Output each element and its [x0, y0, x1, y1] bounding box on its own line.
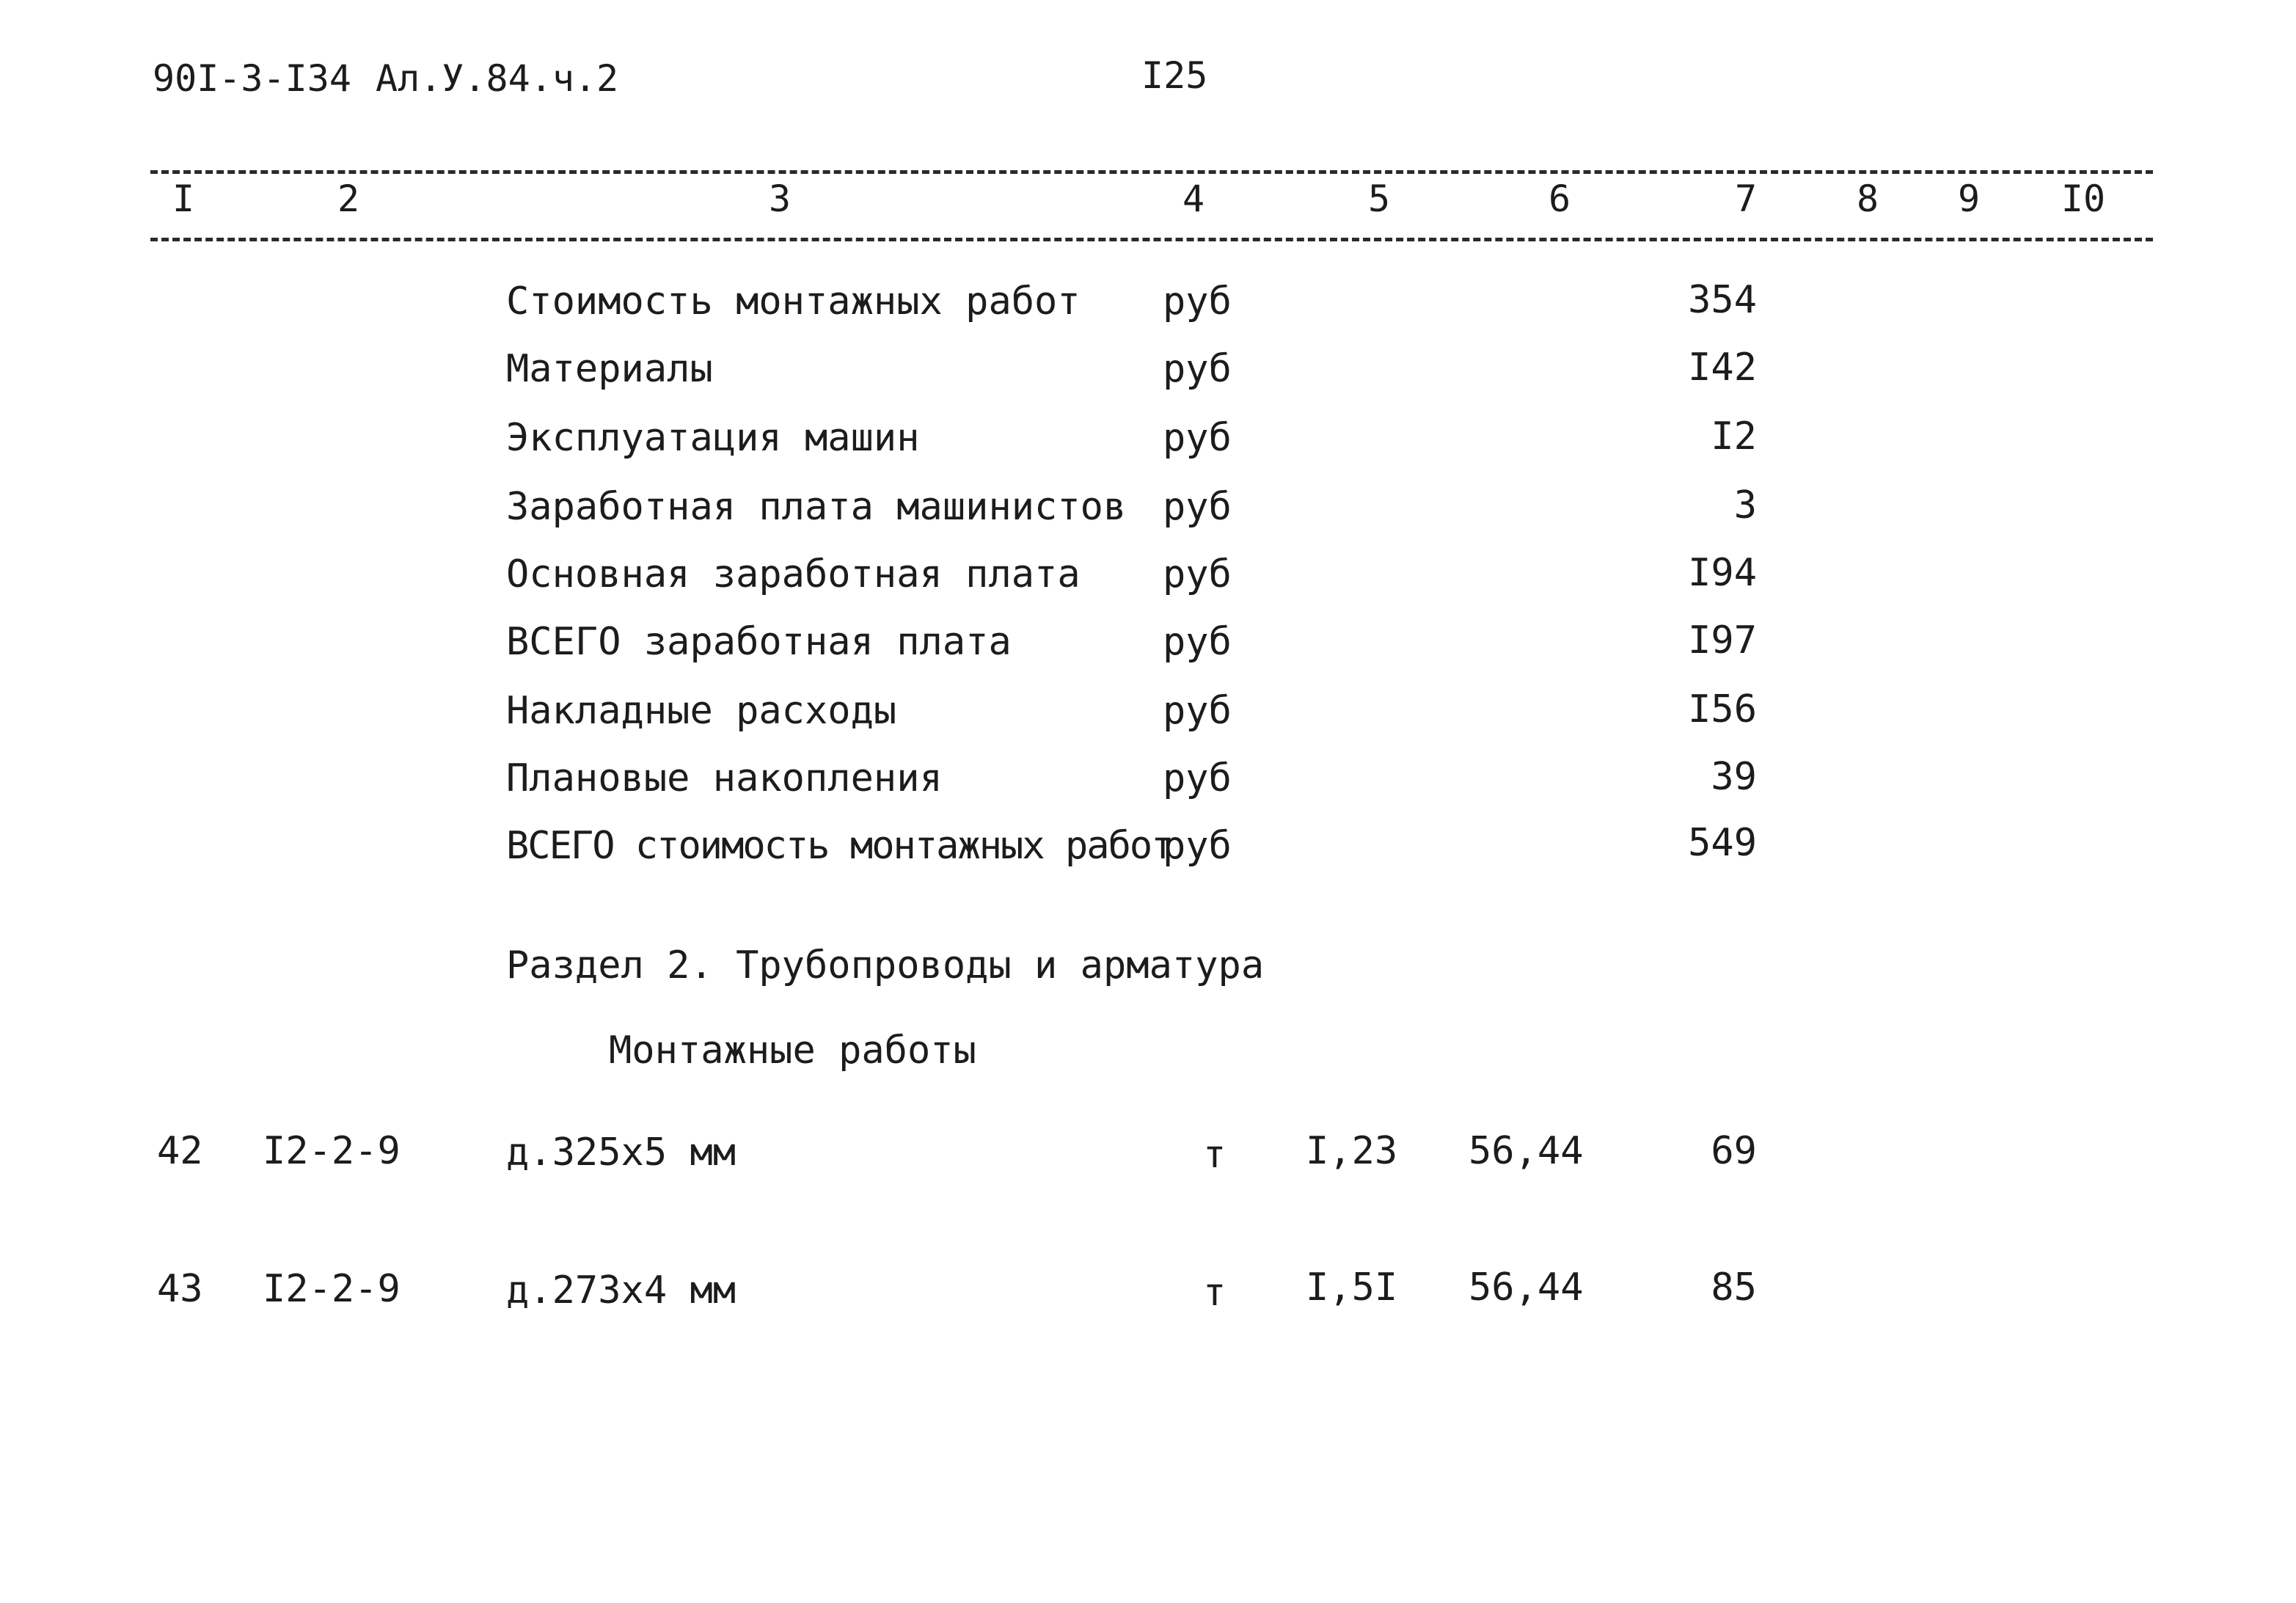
summary-row-unit: руб — [1163, 280, 1232, 324]
item-total: 85 — [1711, 1266, 1757, 1310]
column-header: 6 — [1548, 178, 1571, 220]
summary-row-unit: руб — [1163, 485, 1232, 529]
summary-row-unit: руб — [1163, 416, 1232, 460]
summary-row-value: I94 — [1688, 551, 1757, 595]
summary-row-name: Эксплуатация машин — [506, 416, 920, 460]
summary-row-value: 3 — [1733, 483, 1757, 527]
summary-row-unit: руб — [1163, 347, 1232, 391]
item-unit-price: 56,44 — [1469, 1129, 1584, 1173]
item-number: 43 — [157, 1267, 203, 1311]
column-header: 7 — [1734, 178, 1758, 220]
item-unit: т — [1203, 1133, 1226, 1177]
item-code: I2-2-9 — [263, 1129, 401, 1173]
item-unit-price: 56,44 — [1469, 1266, 1584, 1310]
summary-row-value: I42 — [1688, 346, 1757, 390]
item-quantity: I,5I — [1306, 1266, 1398, 1310]
page-number: I25 — [1141, 54, 1208, 97]
column-header: 3 — [768, 178, 791, 220]
header-bottom-dashed-rule — [150, 238, 2153, 241]
summary-row-value: 549 — [1688, 821, 1757, 865]
summary-row-value: 354 — [1688, 278, 1757, 322]
summary-row-value: I97 — [1688, 618, 1757, 662]
summary-row-value: I56 — [1688, 687, 1757, 731]
document-code: 90I-3-I34 — [153, 57, 351, 100]
column-header: 4 — [1182, 178, 1205, 220]
item-name: д.273х4 мм — [506, 1268, 736, 1312]
summary-row-unit: руб — [1163, 620, 1232, 664]
item-unit: т — [1203, 1271, 1226, 1315]
summary-row-name: Заработная плата машинистов — [506, 485, 1127, 529]
item-name: д.325х5 мм — [506, 1131, 736, 1175]
summary-row-unit: руб — [1163, 552, 1232, 596]
summary-row-name: Плановые накопления — [506, 756, 943, 800]
item-code: I2-2-9 — [263, 1267, 401, 1311]
summary-row-unit: руб — [1163, 824, 1232, 868]
item-number: 42 — [157, 1129, 203, 1173]
summary-row-name: ВСЕГО заработная плата — [506, 620, 1012, 664]
section-subtitle: Монтажные работы — [609, 1029, 976, 1073]
summary-row-name: Материалы — [506, 347, 713, 391]
album-reference: Ал.У.84.ч.2 — [376, 57, 619, 100]
column-header: I0 — [2061, 178, 2106, 220]
summary-row-unit: руб — [1163, 756, 1232, 800]
summary-row-name: Основная заработная плата — [506, 552, 1081, 596]
column-header: 5 — [1367, 178, 1391, 220]
top-dashed-rule — [150, 170, 2153, 174]
summary-row-name: ВСЕГО стоимость монтажных работ — [506, 824, 1173, 868]
column-header: I — [172, 178, 195, 220]
summary-row-name: Накладные расходы — [506, 689, 897, 733]
column-header: 8 — [1856, 178, 1879, 220]
summary-row-value: I2 — [1711, 415, 1757, 459]
summary-row-unit: руб — [1163, 689, 1232, 733]
item-total: 69 — [1711, 1129, 1757, 1173]
summary-row-name: Стоимость монтажных работ — [506, 280, 1081, 324]
column-header: 9 — [1957, 178, 1981, 220]
item-quantity: I,23 — [1306, 1129, 1398, 1173]
column-header: 2 — [337, 178, 360, 220]
section-title: Раздел 2. Трубопроводы и арматура — [506, 943, 1265, 987]
summary-row-value: 39 — [1711, 755, 1757, 799]
